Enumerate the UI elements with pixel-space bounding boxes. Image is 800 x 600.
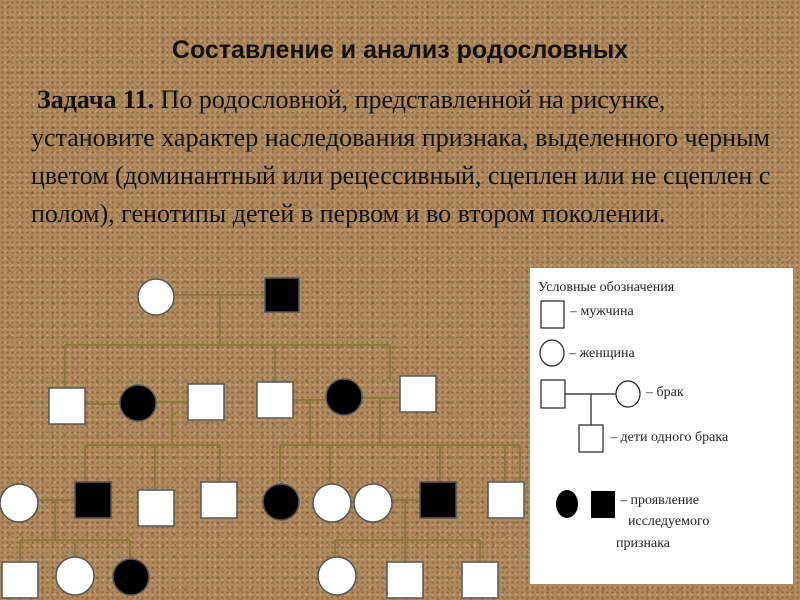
male-affected-gen3 bbox=[420, 482, 456, 518]
legend-male-label: – мужчина bbox=[570, 304, 634, 319]
legend-affected-male-icon bbox=[591, 491, 615, 518]
legend-panel bbox=[530, 268, 793, 584]
male-unaffected-gen2 bbox=[400, 376, 436, 412]
legend-children-label: – дети одного брака bbox=[610, 430, 729, 445]
male-unaffected-gen2 bbox=[49, 388, 85, 424]
legend-marriage-circle-icon bbox=[616, 381, 640, 407]
legend-female-label: – женщина bbox=[569, 346, 635, 361]
slide-title: Составление и анализ родословных bbox=[171, 36, 629, 64]
male-unaffected-gen4 bbox=[462, 562, 498, 598]
male-unaffected-gen4 bbox=[387, 562, 423, 598]
male-affected-gen3 bbox=[75, 482, 111, 518]
legend-marriage-label: – брак bbox=[646, 385, 684, 400]
task-body: По родословной, представленной на рисунке, установите характер наследования признака, выделенного черным цветом (доминантный или рецессивный, сцеплен или не сцеплен с полом), генотипы детей в первом и во втором поколении. bbox=[31, 85, 771, 228]
male-unaffected-gen2 bbox=[257, 382, 293, 418]
legend-trait-label-3: признака bbox=[616, 536, 671, 551]
male-unaffected-gen3 bbox=[138, 490, 174, 526]
legend-female-circle-icon bbox=[540, 340, 564, 366]
female-unaffected-gen4 bbox=[56, 557, 94, 595]
female-affected-gen4 bbox=[113, 559, 149, 595]
female-affected-gen3 bbox=[263, 484, 299, 520]
male-unaffected-gen4 bbox=[2, 562, 38, 598]
pedigree-lines bbox=[20, 295, 520, 562]
female-unaffected-gen3 bbox=[0, 484, 38, 522]
legend-child-square-icon bbox=[579, 425, 603, 452]
male-unaffected-gen3 bbox=[488, 482, 524, 518]
female-unaffected-gen1 bbox=[138, 279, 174, 315]
male-unaffected-gen3 bbox=[201, 482, 237, 518]
female-affected-gen2 bbox=[326, 379, 362, 415]
female-unaffected-gen3 bbox=[354, 484, 392, 522]
legend-trait-label-1: – проявление bbox=[620, 493, 699, 508]
female-unaffected-gen3 bbox=[313, 484, 351, 522]
legend-marriage-square-icon bbox=[541, 380, 565, 408]
task-label: Задача 11. bbox=[37, 85, 155, 114]
legend-heading: Условные обозначения bbox=[538, 280, 675, 295]
legend-male-square-icon bbox=[541, 301, 564, 328]
legend-trait-label-2: исследуемого bbox=[628, 514, 710, 529]
legend-affected-female-icon bbox=[556, 490, 578, 518]
male-unaffected-gen2 bbox=[188, 384, 224, 420]
female-unaffected-gen4 bbox=[318, 557, 356, 595]
female-affected-gen2 bbox=[120, 385, 156, 421]
male-affected-gen1 bbox=[265, 278, 299, 312]
